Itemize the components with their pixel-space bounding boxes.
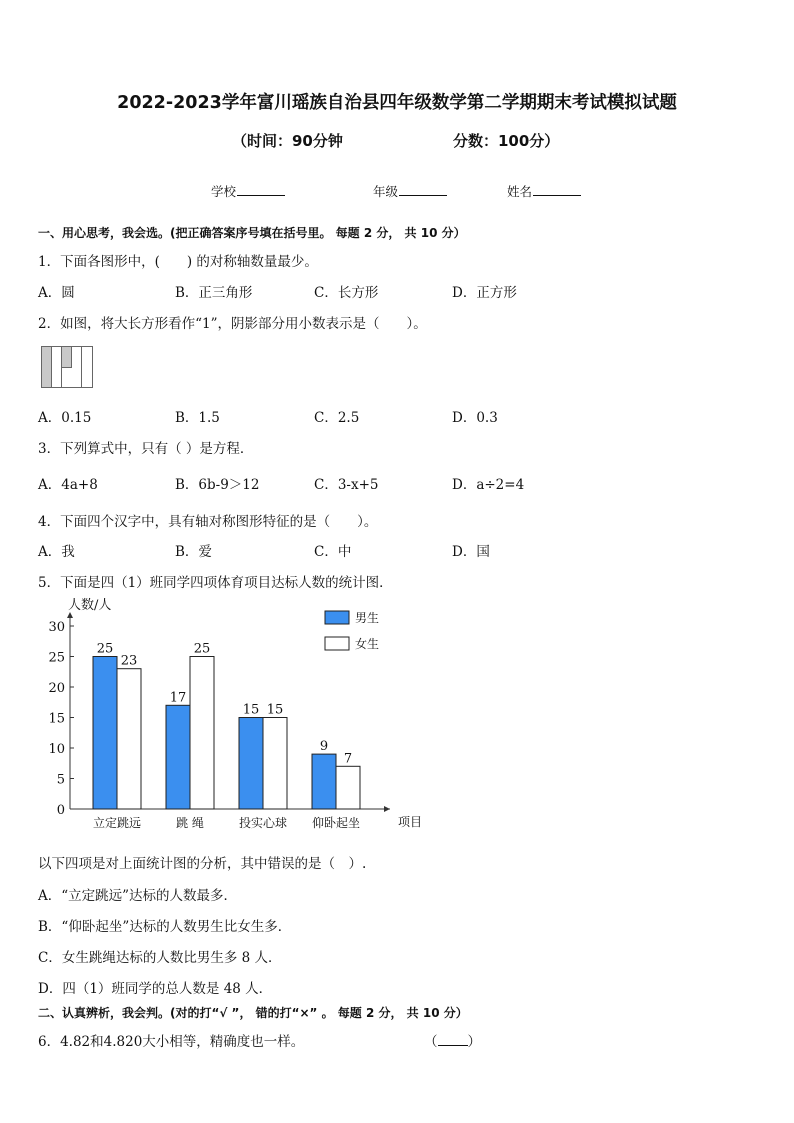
data-label: 17 (169, 690, 187, 706)
bar-boys (239, 718, 263, 810)
data-label: 25 (193, 641, 211, 657)
legend-swatch (325, 637, 349, 650)
bar-chart (35, 597, 423, 837)
x-axis-label: 项目 (398, 815, 423, 829)
shaded-column (42, 347, 52, 387)
answer-blank: （ ） (424, 1034, 481, 1050)
grade-field: 年级 (373, 182, 447, 200)
data-label: 15 (266, 702, 284, 718)
q3-option-c: C．3-x+5 (314, 477, 379, 493)
q3-option-a: A．4a+8 (38, 477, 98, 493)
y-tick-label: 5 (56, 772, 65, 788)
section-1-heading: 一、用心思考，我会选。(把正确答案序号填在括号里。 每题 2 分， 共 10 分） (38, 226, 466, 240)
bar-chart-svg (35, 597, 423, 837)
category-label: 投实心球 (238, 816, 288, 830)
data-label: 23 (120, 653, 138, 669)
q4-option-b: B．爱 (175, 544, 212, 560)
q5-option-c: C．女生跳绳达标的人数比男生多 8 人． (38, 950, 282, 966)
q1-option-a: A．圆 (38, 285, 75, 301)
column (72, 347, 82, 387)
bar-boys (312, 754, 336, 809)
q3-option-d: D．a÷2=4 (452, 477, 525, 493)
question-5-prompt: 以下四项是对上面统计图的分析，其中错误的是（ ）. (38, 856, 367, 872)
bar-boys (93, 657, 117, 810)
q1-option-d: D．正方形 (452, 285, 517, 301)
y-tick-label: 25 (48, 650, 65, 666)
q2-option-d: D．0.3 (452, 410, 498, 426)
y-tick-label: 0 (56, 803, 65, 818)
category-label: 仰卧起坐 (311, 816, 361, 830)
question-4: 4．下面四个汉字中，具有轴对称图形特征的是（ ）。 (38, 514, 378, 530)
question-5: 5．下面是四（1）班同学四项体育项目达标人数的统计图． (38, 575, 393, 591)
data-label: 25 (96, 641, 114, 657)
x-axis-arrow (384, 806, 390, 812)
column (82, 347, 91, 387)
q4-option-d: D．国 (452, 544, 490, 560)
category-label: 立定跳远 (92, 816, 142, 830)
q1-option-b: B．正三角形 (175, 285, 253, 301)
question-3: 3．下列算式中，只有（ ）是方程． (38, 441, 254, 457)
legend-swatch (325, 611, 349, 624)
time-label: （时间：90分钟 (232, 132, 343, 150)
rectangle-figure (41, 346, 93, 388)
q2-option-b: B．1.5 (175, 410, 220, 426)
q5-option-b: B．“仰卧起坐”达标的人数男生比女生多． (38, 919, 292, 935)
q3-option-b: B．6b-9＞12 (175, 477, 260, 493)
bar-boys (166, 705, 190, 809)
question-6: 6．4.82和4.820大小相等，精确度也一样。 (38, 1034, 305, 1050)
q5-option-a: A．“立定跳远”达标的人数最多． (38, 888, 238, 904)
q4-option-c: C．中 (314, 544, 352, 560)
bar-girls (190, 657, 214, 810)
section-2-heading: 二、认真辨析，我会判。(对的打“√ ”， 错的打“×” 。 每题 2 分， 共 10 分） (38, 1006, 468, 1020)
q2-option-a: A．0.15 (38, 410, 92, 426)
score-label: 分数：100分） (453, 132, 560, 150)
name-field: 姓名 (507, 182, 581, 200)
q2-option-c: C．2.5 (314, 410, 360, 426)
category-label: 跳 绳 (176, 816, 204, 830)
bar-girls (336, 766, 360, 809)
q1-option-c: C．长方形 (314, 285, 379, 301)
y-tick-label: 15 (48, 711, 65, 727)
question-1: 1．下面各图形中，( ) 的对称轴数量最少。 (38, 254, 318, 270)
legend-label: 女生 (355, 637, 380, 651)
data-label: 7 (343, 751, 353, 767)
q4-option-a: A．我 (38, 544, 75, 560)
bar-girls (117, 669, 141, 809)
question-2: 2．如图，将大长方形看作“1”，阴影部分用小数表示是（ ）。 (38, 316, 427, 332)
page-title: 2022-2023学年富川瑶族自治县四年级数学第二学期期末考试模拟试题 (117, 93, 677, 113)
y-tick-label: 20 (48, 681, 65, 696)
y-axis-label: 人数/人 (68, 598, 112, 613)
q5-option-d: D．四（1）班同学的总人数是 48 人． (38, 981, 273, 997)
bar-girls (263, 718, 287, 810)
legend-label: 男生 (355, 611, 380, 625)
data-label: 9 (319, 739, 329, 755)
data-label: 15 (242, 702, 260, 718)
column (52, 347, 62, 387)
y-tick-label: 30 (48, 620, 65, 635)
shaded-half-column (62, 347, 72, 368)
y-tick-label: 10 (48, 742, 65, 757)
school-field: 学校 (211, 182, 285, 200)
